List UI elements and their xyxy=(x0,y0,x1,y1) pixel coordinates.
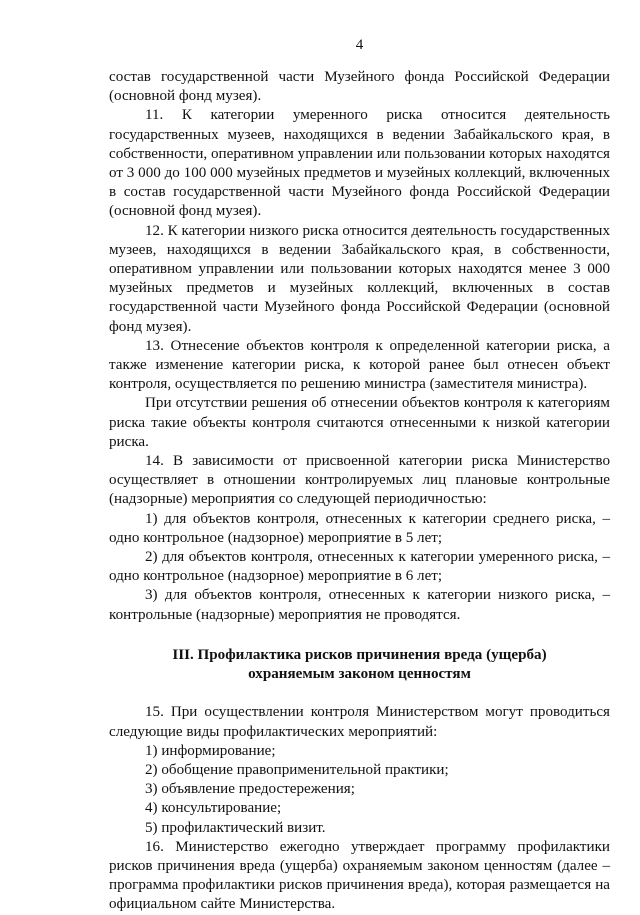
paragraph: 1) для объектов контроля, отнесенных к категории среднего риска, – одно контрольное (надзорное) мероприятие в 5 лет; xyxy=(109,510,610,546)
paragraph: 16. Министерство ежегодно утверждает программу профилактики рисков причинения вреда (ущерба) охраняемым законом ценностям (далее – программа профилактики рисков причинения вреда), которая размещается на официальном сайте Министерства. xyxy=(109,838,610,913)
page-number: 4 xyxy=(355,37,364,53)
paragraph: 11. К категории умеренного риска относится деятельность государственных музеев, находящихся в ведении Забайкальского края, в собственности, оперативном управлении или пользовании которых находятся от 3 000 до 100 000 музейных предметов и музейных коллекций, включенных в состав государственной части Музейного фонда Российской Федерации (основной фонд музея). xyxy=(109,107,610,220)
section-heading xyxy=(109,646,610,684)
paragraph: 14. В зависимости от присвоенной категории риска Министерство осуществляет в отношении контролируемых лиц плановые контрольные (надзорные) мероприятия со следующей периодичностью: xyxy=(109,453,610,508)
paragraph: 2) обобщение правоприменительной практики; xyxy=(145,761,449,778)
paragraph: 3) для объектов контроля, отнесенных к категории низкого риска, – контрольные (надзорные) мероприятия не проводятся. xyxy=(109,587,610,623)
section-heading-line: III. Профилактика рисков причинения вреда (ущерба) xyxy=(172,646,547,663)
document-body xyxy=(109,68,610,915)
paragraph: 3) объявление предостережения; xyxy=(145,781,355,798)
paragraph: 13. Отнесение объектов контроля к определенной категории риска, а также изменение категории риска, к которой ранее был отнесен объект контроля, осуществляется по решению министра (заместителя министра). xyxy=(109,337,610,393)
paragraph: 1) информирование; xyxy=(145,742,276,759)
paragraphs-before-heading xyxy=(109,68,610,625)
paragraphs-after-heading xyxy=(109,703,610,914)
paragraph: При отсутствии решения об отнесении объектов контроля к категориям риска такие объекты контроля считаются отнесенными к низкой категории риска. xyxy=(109,395,610,450)
paragraph: 12. К категории низкого риска относится деятельность государственных музеев, находящихся в ведении Забайкальского края, в собственности, оперативном управлении или пользовании которых находятся менее 3 000 музейных предметов и музейных коллекций, включенных в состав государственной части Музейного фонда Российской Федерации (основной фонд музея). xyxy=(109,222,610,335)
paragraph: состав государственной части Музейного фонда Российской Федерации (основной фонд музея). xyxy=(109,69,610,105)
paragraph: 2) для объектов контроля, отнесенных к категории умеренного риска, – одно контрольное (надзорное) мероприятие в 6 лет; xyxy=(109,549,610,585)
paragraph: 4) консультирование; xyxy=(145,800,282,817)
paragraph: 5) профилактический визит. xyxy=(145,819,326,836)
section-heading-line: охраняемым законом ценностям xyxy=(248,666,471,683)
paragraph: 15. При осуществлении контроля Министерством могут проводиться следующие виды профилактических мероприятий: xyxy=(109,704,610,740)
